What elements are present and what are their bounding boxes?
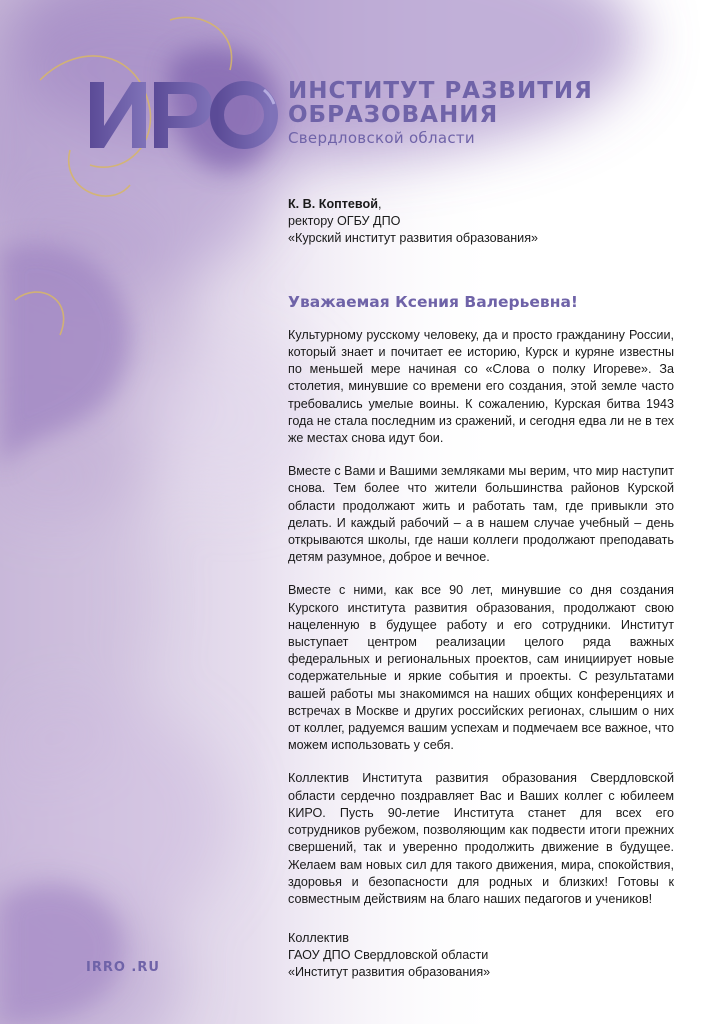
paragraph-3: Вместе с ними, как все 90 лет, минувшие со дня создания Курского института развития образования, продолжают свою нацеленную в будущее работу и его сотрудники. Институт выступает центром реализации целого ряда важных федеральных и региональных проектов, сам инициирует новые содержательные и яркие события и проекты. С результатами вашей работы мы знакомимся на наших общих конференциях и встречах в Москве и других российских регионах, слышим о них от коллег, радуемся вашим успехам и подмечаем все важное, что можем использовать у себя.	[288, 583, 674, 753]
iro-logo-mark-icon	[88, 78, 278, 150]
addressee-name: К. В. Коптевой	[288, 197, 378, 211]
paragraph-4: Коллектив Института развития образования Свердловской области сердечно поздравляет Вас и Ваших коллег с юбилеем КИРО. Пусть 90-летие Института станет для всех его сотрудников рубежом, позволяющим как подвести итоги прежних свершений, так и уверенно продолжить движение в будущее. Желаем вам новых сил для такого движения, мира, спокойствия, здоровья и безопасности для родных и близких! Готовы к совместным действиям на благо наших педагогов и учеников!	[288, 771, 674, 906]
institute-name-line2: ОБРАЗОВАНИЯ	[288, 102, 499, 128]
institute-region: Свердловской области	[288, 129, 475, 147]
addressee-organization: «Курский институт развития образования»	[288, 231, 539, 246]
greeting: Уважаемая Ксения Валерьевна!	[288, 292, 578, 311]
signature-line2: ГАОУ ДПО Свердловской области	[288, 948, 489, 963]
addressee-name-suffix: ,	[377, 197, 382, 211]
paragraph-2: Вместе с Вами и Вашими земляками мы верим, что мир наступит снова. Тем более что жители большинства районов Курской области продолжают жить и работать там, где привыкли это делать. И каждый рабочий – а в нашем случае учебный – день открываются школы, где наши коллеги продолжают преподавать детям разумное, доброе и вечное.	[288, 464, 674, 565]
signature-line1: Коллектив	[288, 931, 349, 945]
institute-name	[288, 80, 593, 146]
signature-block	[288, 930, 490, 982]
letter-body	[288, 196, 674, 924]
signature-line3: «Институт развития образования»	[288, 965, 491, 980]
institute-name-line1: ИНСТИТУТ РАЗВИТИЯ	[288, 78, 593, 104]
website-link[interactable]: IRRO .RU	[86, 960, 160, 975]
addressee-name-line	[288, 196, 674, 213]
addressee-position: ректору ОГБУ ДПО	[288, 214, 401, 229]
paragraph-1: Культурному русскому человеку, да и просто гражданину России, который знает и почитает ее историю, Курск и куряне известны по меньшей мере начиная со «Слова о полку Игореве». За столетия, минувшие со времени его создания, этой земле часто требовались умелые воины. К сожалению, Курская битва 1943 года не стала последним из сражений, и сегодня едва ли не в тех же местах снова идут бои.	[288, 327, 674, 446]
iro-logo	[88, 78, 278, 150]
addressee-block	[288, 196, 674, 248]
